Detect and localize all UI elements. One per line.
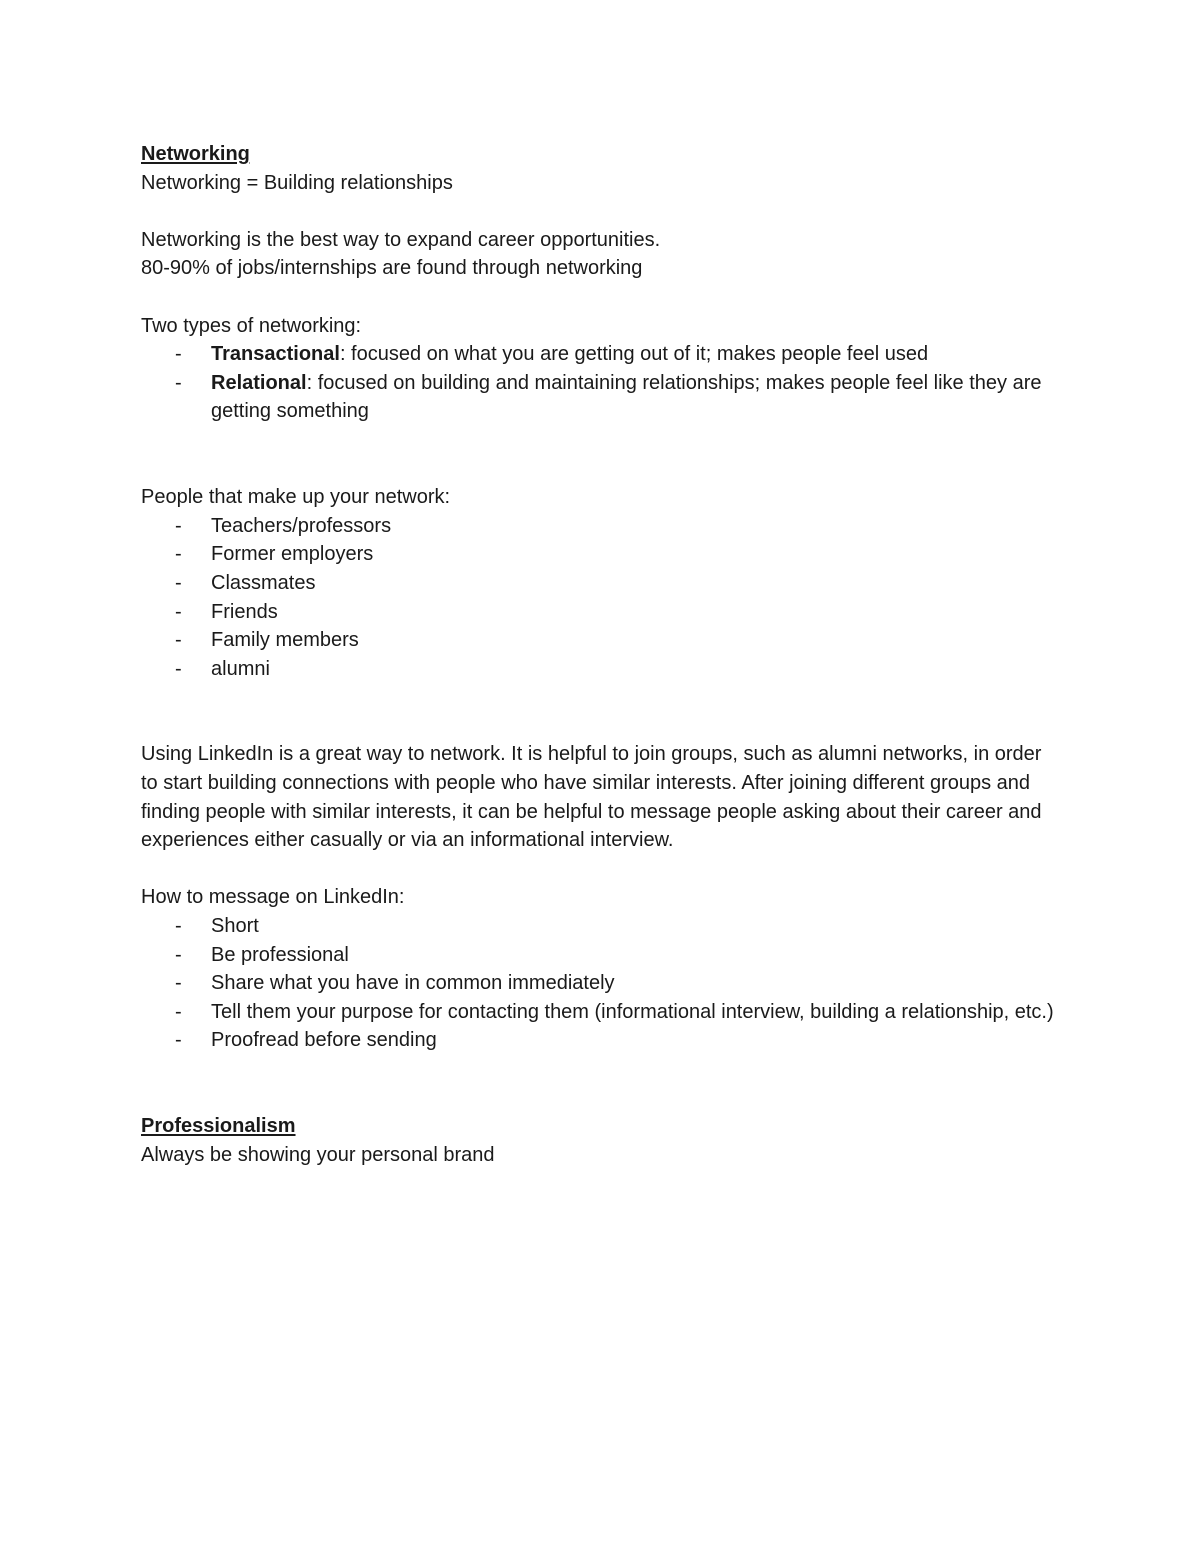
professionalism-text: Always be showing your personal brand: [141, 1143, 495, 1166]
list-item-text: Teachers/professors: [211, 514, 392, 537]
list-item: [141, 941, 1061, 970]
type-term: Transactional: [211, 343, 340, 366]
list-item-text: Former employers: [211, 543, 374, 566]
list-item: [141, 998, 1061, 1027]
list-item: [141, 912, 1061, 941]
spacer: [141, 197, 1061, 226]
list-item: [141, 1026, 1061, 1055]
networking-stat-line: 80-90% of jobs/internships are found through networking: [141, 257, 643, 280]
message-tips-list: [141, 912, 1061, 1055]
list-item: [141, 369, 1061, 426]
types-intro: Two types of networking:: [141, 314, 362, 337]
list-item-text: alumni: [211, 657, 270, 680]
dash-bullet: -: [175, 943, 182, 966]
list-item: [141, 626, 1061, 655]
spacer: [141, 1055, 1061, 1112]
list-item-text: Family members: [211, 629, 359, 652]
dash-bullet: -: [175, 1029, 182, 1052]
list-item: [141, 598, 1061, 627]
dash-bullet: -: [175, 629, 182, 652]
networking-definition: Networking = Building relationships: [141, 171, 453, 194]
list-item: [141, 512, 1061, 541]
dash-bullet: -: [175, 915, 182, 938]
list-item: [141, 569, 1061, 598]
spacer: [141, 283, 1061, 312]
type-description: : focused on building and maintaining relationships; makes people feel like they are getting something: [211, 371, 1042, 423]
networking-intro-line: Networking is the best way to expand career opportunities.: [141, 228, 661, 251]
message-intro: How to message on LinkedIn:: [141, 886, 405, 909]
list-item-text: Short: [211, 915, 259, 938]
dash-bullet: -: [175, 543, 182, 566]
dash-bullet: -: [175, 343, 182, 366]
list-item-text: Tell them your purpose for contacting them (informational interview, building a relationship, etc.): [211, 1000, 1054, 1023]
dash-bullet: -: [175, 1000, 182, 1023]
list-item: [141, 340, 1061, 369]
list-item-text: Friends: [211, 600, 278, 623]
spacer: [141, 683, 1061, 740]
spacer: [141, 426, 1061, 483]
list-item: [141, 655, 1061, 684]
people-list: [141, 512, 1061, 684]
type-term: Relational: [211, 371, 307, 394]
spacer: [141, 855, 1061, 884]
list-item-text: Share what you have in common immediately: [211, 972, 615, 995]
types-list: [141, 340, 1061, 426]
professionalism-heading: Professionalism: [141, 1115, 296, 1138]
linkedin-paragraph: Using LinkedIn is a great way to network. It is helpful to join groups, such as alumni networks, in order to start building connections with people who have similar interests. After joining different groups and finding people with similar interests, it can be helpful to message people asking about their career and experiences either casually or via an informational interview.: [141, 743, 1042, 852]
dash-bullet: -: [175, 972, 182, 995]
people-intro: People that make up your network:: [141, 486, 451, 509]
networking-heading: Networking: [141, 143, 250, 165]
dash-bullet: -: [175, 600, 182, 623]
document-body: [141, 140, 1061, 1169]
list-item-text: Classmates: [211, 571, 316, 594]
type-description: : focused on what you are getting out of it; makes people feel used: [339, 343, 929, 366]
dash-bullet: -: [175, 371, 182, 394]
dash-bullet: -: [175, 657, 182, 680]
list-item-text: Be professional: [211, 943, 349, 966]
dash-bullet: -: [175, 571, 182, 594]
dash-bullet: -: [175, 514, 182, 537]
list-item: [141, 540, 1061, 569]
list-item: [141, 969, 1061, 998]
list-item-text: Proofread before sending: [211, 1029, 437, 1052]
